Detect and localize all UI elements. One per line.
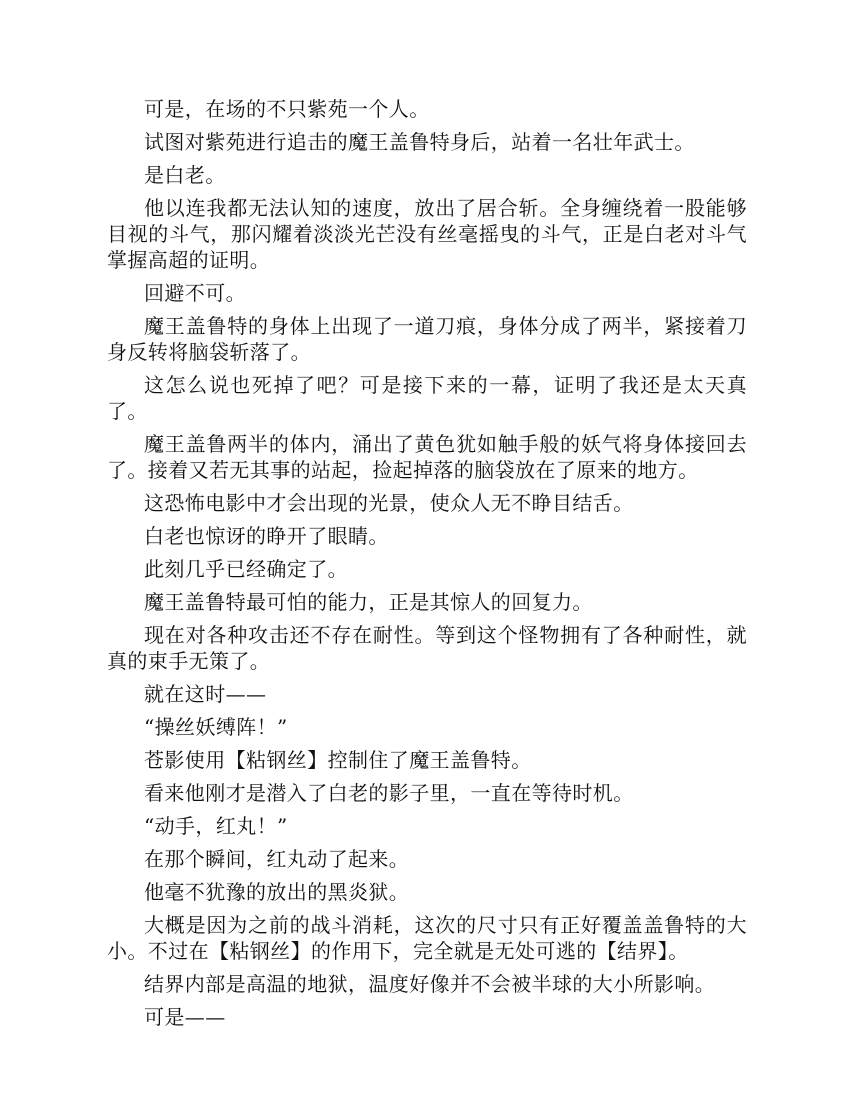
paragraph: 结界内部是高温的地狱，温度好像并不会被半球的大小所影响。 [144, 972, 716, 996]
paragraph: 此刻几乎已经确定了。 [144, 557, 348, 581]
paragraph: 看来他刚才是潜入了白老的影子里，一直在等待时机。 [144, 781, 634, 805]
paragraph: 这怎么说也死掉了吧？可是接下来的一幕，证明了我还是太天真了。 [107, 373, 747, 423]
paragraph: “动手，红丸！” [144, 814, 288, 838]
paragraph: 就在这时—— [144, 682, 267, 706]
paragraph: “操丝妖缚阵！” [144, 715, 288, 739]
paragraph: 他以连我都无法认知的速度，放出了居合斩。全身缠绕着一股能够目视的斗气，那闪耀着淡淡光芒没有丝毫摇曳的斗气，正是白老对斗气掌握高超的证明。 [107, 196, 747, 272]
paragraph: 魔王盖鲁两半的体内，涌出了黄色犹如触手般的妖气将身体接回去了。接着又若无其事的站起，捡起掉落的脑袋放在了原来的地方。 [107, 432, 747, 482]
paragraph: 苍影使用【粘钢丝】控制住了魔王盖鲁特。 [144, 748, 532, 772]
paragraph: 他毫不犹豫的放出的黑炎狱。 [144, 880, 410, 904]
document-body [107, 96, 747, 1037]
paragraph: 大概是因为之前的战斗消耗，这次的尺寸只有正好覆盖盖鲁特的大小。不过在【粘钢丝】的作用下，完全就是无处可逃的【结界】。 [107, 913, 747, 963]
paragraph: 在那个瞬间，红丸动了起来。 [144, 847, 410, 871]
paragraph: 现在对各种攻击还不存在耐性。等到这个怪物拥有了各种耐性，就真的束手无策了。 [107, 623, 747, 673]
paragraph: 是白老。 [144, 163, 226, 187]
paragraph: 可是，在场的不只紫苑一个人。 [144, 97, 430, 121]
paragraph: 白老也惊讶的睁开了眼睛。 [144, 524, 389, 548]
paragraph: 可是—— [144, 1005, 226, 1029]
paragraph: 试图对紫苑进行追击的魔王盖鲁特身后，站着一名壮年武士。 [144, 130, 695, 154]
paragraph: 这恐怖电影中才会出现的光景，使众人无不睁目结舌。 [144, 491, 634, 515]
paragraph: 回避不可。 [144, 281, 246, 305]
paragraph: 魔王盖鲁特最可怕的能力，正是其惊人的回复力。 [144, 590, 593, 614]
paragraph: 魔王盖鲁特的身体上出现了一道刀痕，身体分成了两半，紧接着刀身反转将脑袋斩落了。 [107, 314, 747, 364]
